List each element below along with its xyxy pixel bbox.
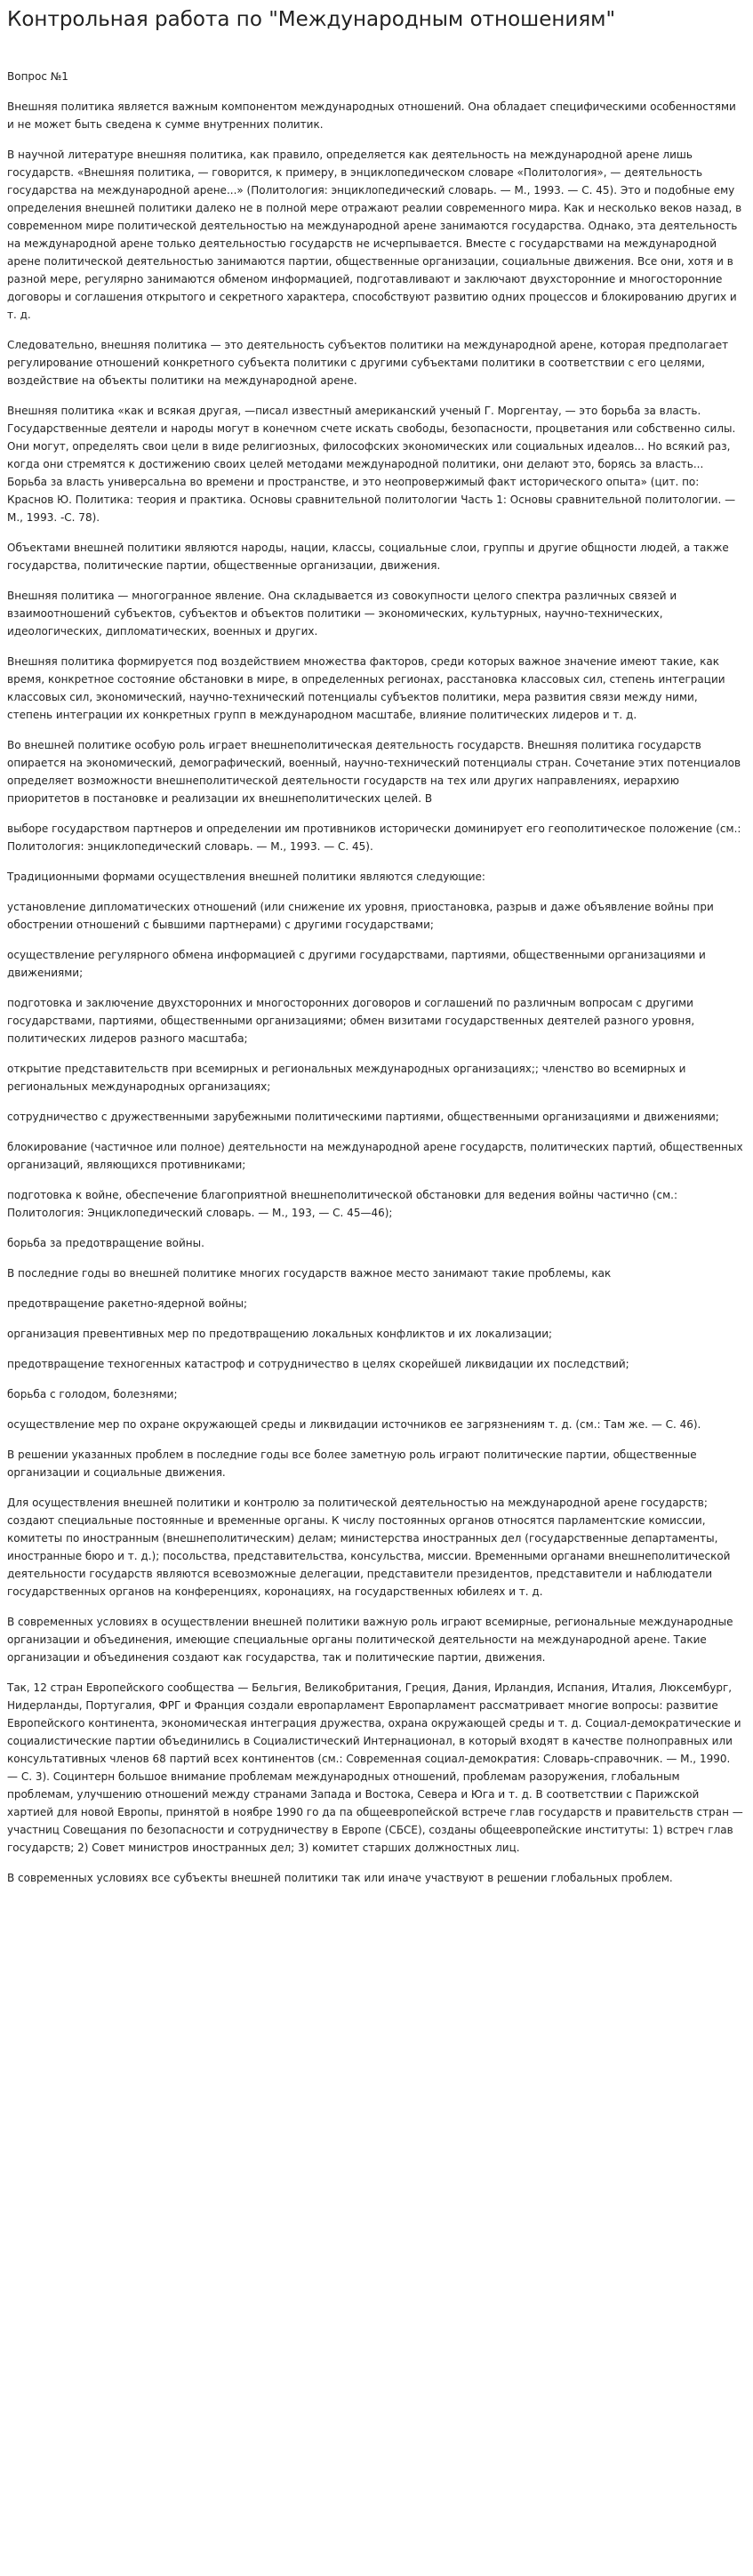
list-item: предотвращение ракетно-ядерной войны; bbox=[7, 1297, 248, 1310]
paragraph: В научной литературе внешняя политика, как правило, определяется как деятельность на международной арене лишь государств. «Внешняя политика, — говорится, к примеру, в энциклопедическом словаре «Политология», — деятельность государства на международной арене...» (Политология: энциклопедический словарь. — М., 1993. — С. 45). Это и подобные ему определения внешней политики далеко не в полной мере отражают реалии современного мира. Как и несколько веков назад, в современном мире политической деятельностью на международной арене занимаются государства. Однако, эта деятельность на международной арене только деятельностью государств не исчерпывается. Вместе с государствами на международной арене политической деятельностью занимаются партии, общественные организации, социальные движения. Все они, хотя и в разной мере, регулярно занимаются обменом информацией, подготавливают и заключают двухсторонние и многосторонние договоры и соглашения открытого и секретного характера, способствуют развитию одних процессов и блокированию других и т. д. bbox=[7, 148, 742, 321]
paragraph: Следовательно, внешняя политика — это деятельность субъектов политики на международной арене, которая предполагает регулирование отношений конкретного субъекта политики с другими субъектами политики в соответствии с его целями, воздействие на объекты политики на международной арене. bbox=[7, 339, 729, 387]
paragraph: Для осуществления внешней политики и контролю за политической деятельностью на международной арене государств; создают специальные постоянные и временные органы. К числу постоянных органов относятся парламентские комиссии, комитеты по иностранным (внешнеполитическим) делам; министерства иностранных дел (государственные департаменты, иностранные бюро и т. д.); посольства, представительства, консульства, миссии. Временными органами внешнеполитической деятельности государств являются всевозможные делегации, представители президентов, представители и наблюдатели государственных органов на конференциях, коронациях, на государственных юбилеях и т. д. bbox=[7, 1497, 731, 1598]
list-item: осуществление регулярного обмена информацией с другими государствами, партиями, общественными организациями и движениями; bbox=[7, 949, 706, 979]
paragraph: Внешняя политика «как и всякая другая, —писал известный американский ученый Г. Моргентау, — это борьба за власть. Государственные деятели и народы могут в конечном счете искать свободы, безопасности, процветания или собственно силы. Они могут, определять свои цели в виде религиозных, философских экономических или социальных идеалов... Но всякий раз, когда они стремятся к достижению своих целей методами международной политики, они делают это, борясь за власть... Борьба за власть универсальна во времени и пространстве, и это неопровержимый факт исторического опыта» (цит. по: Краснов Ю. Политика: теория и практика. Основы сравнительной политологии Часть 1: Основы сравнительной политологии. — М., 1993. -С. 78). bbox=[7, 405, 736, 524]
list-item: борьба с голодом, болезнями; bbox=[7, 1388, 178, 1400]
paragraph: В современных условиях в осуществлении внешней политики важную роль играют всемирные, региональные международные организации и объединения, имеющие специальные органы политической деятельности на международной арене. Такие организации и объединения создают как государства, так и политические партии, движения. bbox=[7, 1616, 733, 1664]
paragraph: Так, 12 стран Европейского сообщества — Бельгия, Великобритания, Греция, Дания, Ирландия, Испания, Италия, Люксембург, Нидерланды, Португалия, ФРГ и Франция создали европарламент Европарламент рассматривает многие вопросы: развитие Европейского континента, экономическая интеграция дружества, охрана окружающей среды и т. д. Социал-демократические и социалистические партии объединились в Социалистический Интернационал, в который входят в качестве полноправных или консультативных членов 68 партий всех континентов (см.: Современная социал-демократия: Словарь-справочник. — М., 1990. — С. 3). Социнтерн большое внимание проблемам международных отношений, проблемам разоружения, глобальным проблемам, улучшению отношений между странами Запада и Востока, Севера и Юга и т. д. В соответствии с Парижской хартией для новой Европы, принятой в ноябре 1990 го да па общеевропейской встрече глав государств и правительств стран — участниц Совещания по безопасности и сотрудничеству в Европе (СБСЕ), созданы общеевропейские институты: 1) встреч глав государств; 2) Совет министров иностранных дел; 3) комитет старших должностных лиц. bbox=[7, 1681, 743, 1854]
document-page bbox=[0, 7, 753, 1887]
list-item: блокирование (частичное или полное) деятельности на международной арене государств, политических партий, общественных организаций, являющихся противниками; bbox=[7, 1141, 743, 1171]
paragraph: Во внешней политике особую роль играет внешнеполитическая деятельность государств. Внешняя политика государств опирается на экономический, демографический, военный, научно-технический потенциалы стран. Сочетание этих потенциалов определяет возможности внешнеполитической деятельности государств на тех или других направлениях, иерархию приоритетов в постановке и реализации их внешнеполитических целей. В bbox=[7, 739, 741, 805]
paragraph: выборе государством партнеров и определении им противников исторически доминирует его геополитическое положение (см.: Политология: энциклопедический словарь. — М., 1993. — С. 45). bbox=[7, 823, 741, 853]
list-item: предотвращение техногенных катастроф и сотрудничество в целях скорейшей ликвидации их последствий; bbox=[7, 1358, 629, 1370]
list-item: установление дипломатических отношений (или снижение их уровня, приостановка, разрыв и даже объявление войны при обострении отношений с бывшими партнерами) с другими государствами; bbox=[7, 901, 714, 931]
list-item: открытие представительств при всемирных и региональных международных организациях;; членство во всемирных и региональных международных организациях; bbox=[7, 1063, 686, 1093]
paragraph: В современных условиях все субъекты внешней политики так или иначе участвуют в решении глобальных проблем. bbox=[7, 1872, 673, 1884]
paragraph: Внешняя политика — многогранное явление. Она складывается из совокупности целого спектра различных связей и взаимоотношений субъектов, субъектов и объектов политики — экономических, культурных, научно-технических, идеологических, дипломатических, военных и других. bbox=[7, 590, 677, 638]
paragraph: В последние годы во внешней политике многих государств важное место занимают такие проблемы, как bbox=[7, 1267, 612, 1280]
paragraph: Внешняя политика формируется под воздействием множества факторов, среди которых важное значение имеют такие, как время, конкретное состояние обстановки в мире, в определенных регионах, расстановка классовых сил, степень интеграции классовых сил, экономический, научно-технический потенциалы субъектов политики, мера развития связи между ними, степень интеграции их конкретных групп в международном масштабе, влияние политических лидеров и т. д. bbox=[7, 655, 725, 721]
paragraph: Внешняя политика является важным компонентом международных отношений. Она обладает специфическими особенностями и не может быть сведена к сумме внутренних политик. bbox=[7, 100, 736, 131]
list-item: подготовка и заключение двухсторонних и многосторонних договоров и соглашений по различным вопросам с другими государствами, партиями, общественными организациями; обмен визитами государственных деятелей разного уровня, политических лидеров разного масштаба; bbox=[7, 997, 695, 1045]
paragraph: Объектами внешней политики являются народы, нации, классы, социальные слои, группы и другие общности людей, а также государства, политические партии, общественные организации, движения. bbox=[7, 542, 729, 572]
list-item: сотрудничество с дружественными зарубежными политическими партиями, общественными организациями и движениями; bbox=[7, 1111, 719, 1123]
paragraph: Традиционными формами осуществления внешней политики являются следующие: bbox=[7, 871, 485, 883]
question-label: Вопрос №1 bbox=[7, 70, 68, 83]
list-item: подготовка к войне, обеспечение благоприятной внешнеполитической обстановки для ведения войны частично (см.: Политология: Энциклопедический словарь. — М., 193, — С. 45—46); bbox=[7, 1189, 677, 1219]
document-title: Контрольная работа по "Международным отношениям" bbox=[7, 8, 616, 31]
paragraph: В решении указанных проблем в последние годы все более заметную роль играют политические партии, общественные организации и социальные движения. bbox=[7, 1448, 697, 1479]
list-item: организация превентивных мер по предотвращению локальных конфликтов и их локализации; bbox=[7, 1328, 553, 1340]
list-item: осуществление мер по охране окружающей среды и ликвидации источников ее загрязнениям т. д. (см.: Там же. — С. 46). bbox=[7, 1418, 701, 1431]
list-item: борьба за предотвращение войны. bbox=[7, 1237, 204, 1249]
